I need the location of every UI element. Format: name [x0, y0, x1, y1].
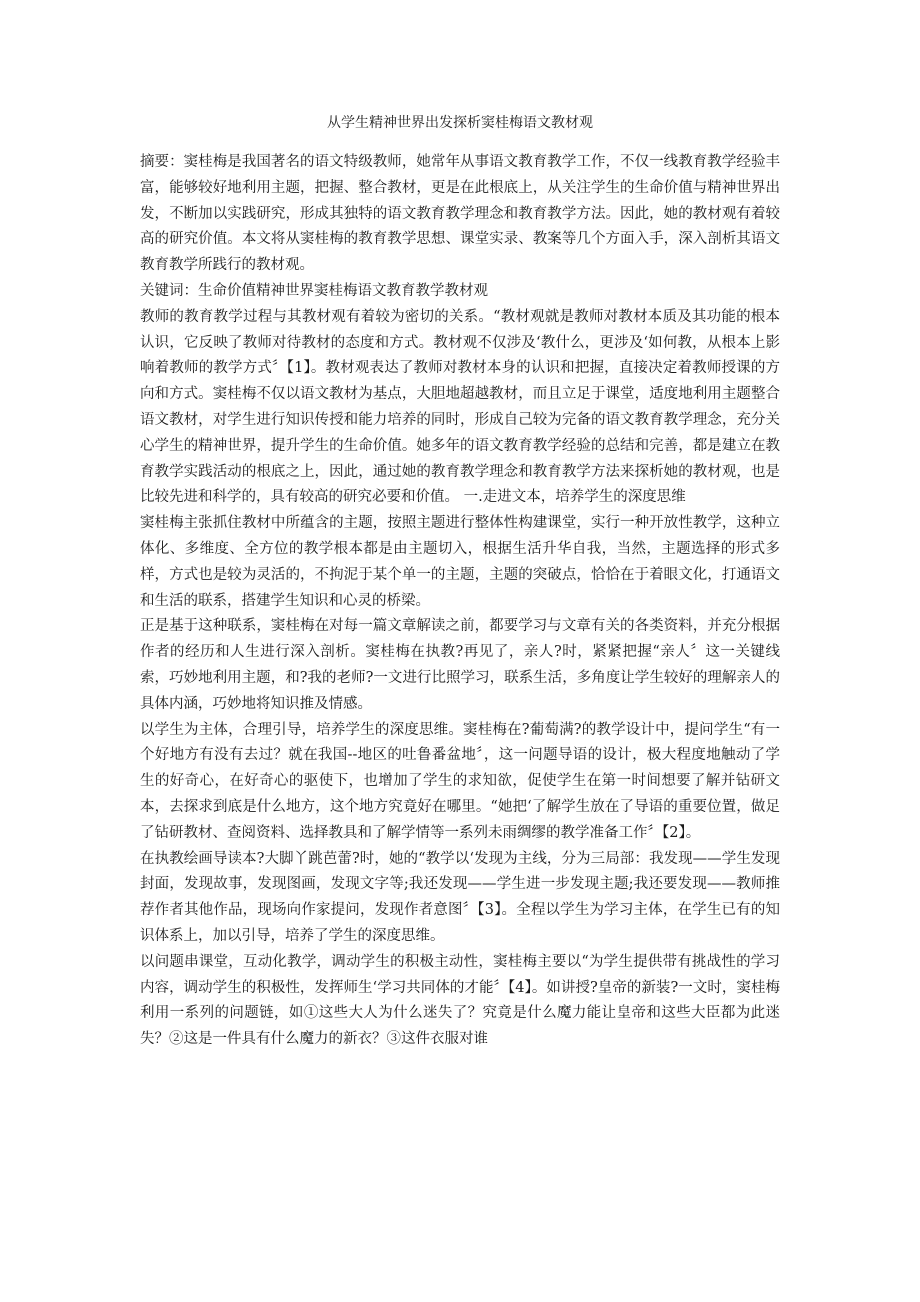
body-paragraph: 正是基于这种联系，窦桂梅在对每一篇文章解读之前，都要学习与文章有关的各类资料，并充分根据作者的经历和人生进行深入剖析。窦桂梅在执教?再见了，亲人?时，紧紧把握“亲人〞这一关键线索，巧妙地利用主题，和?我的老师?一文进行比照学习，联系生活，多角度让学生较好的理解亲人的具体内涵，巧妙地将知识推及情感。 [140, 618, 780, 712]
body-paragraph: 以学生为主体，合理引导，培养学生的深度思维。窦桂梅在?葡萄满?的教学设计中，提问学生“有一个好地方有没有去过？就在我国--地区的吐鲁番盆地〞，这一问题导语的设计，极大程度地触动了学生的好奇心，在好奇心的驱使下，也增加了学生的求知欲，促使学生在第一时间想要了解并钻研文本，去探求到底是什么地方，这个地方究竟好在哪里。“她把‘了解学生放在了导语的重要位置，做足了钻研教材、查阅资料、选择教具和了解学情等一系列未雨绸缪的教学准备工作〞【2】。 [140, 721, 780, 841]
body-paragraph: 窦桂梅主张抓住教材中所蕴含的主题，按照主题进行整体性构建课堂，实行一种开放性教学，这种立体化、多维度、全方位的教学根本都是由主题切入，根据生活升华自我，当然，主题选择的形式多样，方式也是较为灵活的，不拘泥于某个单一的主题，主题的突破点，恰恰在于着眼文化，打通语文和生活的联系，搭建学生知识和心灵的桥梁。 [140, 515, 780, 609]
keywords-paragraph: 关键词：生命价值精神世界窦桂梅语文教育教学教材观 [140, 282, 488, 299]
body-paragraph-intro: 教师的教育教学过程与其教材观有着较为密切的关系。“教材观就是教师对教材本质及其功能的根本认识，它反映了教师对待教材的态度和方式。教材观不仅涉及‘教什么，更涉及‘如何教，从根本上影响着教师的教学方式〞【1】。教材观表达了教师对教材本身的认识和把握，直接决定着教师授课的方向和方式。窦桂梅不仅以语文教材为基点，大胆地超越教材，而且立足于课堂，适度地利用主题整合语文教材，对学生进行知识传授和能力培养的同时，形成自己较为完备的语文教育教学理念，充分关心学生的精神世界，提升学生的生命价值。她多年的语文教育教学经验的总结和完善，都是建立在教育教学实践活动的根底之上，因此，通过她的教育教学理念和教育教学方法来探析她的教材观，也是比较先进和科学的，具有较高的研究必要和价值。 一.走进文本，培养学生的深度思维 [140, 308, 780, 506]
body-paragraph: 在执教绘画导读本?大脚丫跳芭蕾?时，她的“教学以‘发现为主线，分为三局部：我发现——学生发现封面，发现故事，发现图画，发现文字等;我还发现——学生进一步发现主题;我还要发现——教师推荐作者其他作品，现场向作家提问，发现作者意图〞【3】。全程以学生为学习主体，在学生已有的知识体系上，加以引导，培养了学生的深度思维。 [140, 850, 780, 944]
body-paragraph: 以问题串课堂，互动化教学，调动学生的积极主动性，窦桂梅主要以“为学生提供带有挑战性的学习内容，调动学生的积极性，发挥师生‘学习共同体的才能〞【4】。如讲授?皇帝的新装?一文时，窦桂梅利用一系列的问题链，如①这些大人为什么迷失了？究竟是什么魔力能让皇帝和这些大臣都为此迷失？②这是一件具有什么魔力的新衣？③这件衣服对谁 [140, 953, 780, 1048]
document-title: 从学生精神世界出发探析窦桂梅语文教材观 [327, 115, 593, 131]
document-page [140, 112, 780, 1053]
abstract-paragraph: 摘要：窦桂梅是我国著名的语文特级教师，她常年从事语文教育教学工作，不仅一线教育教学经验丰富，能够较好地利用主题，把握、整合教材，更是在此根底上，从关注学生的生命价值与精神世界出发，不断加以实践研究，形成其独特的语文教育教学理念和教育教学方法。因此，她的教材观有着较高的研究价值。本文将从窦桂梅的教育教学思想、课堂实录、教案等几个方面入手，深入剖析其语文教育教学所践行的教材观。 [140, 154, 780, 274]
